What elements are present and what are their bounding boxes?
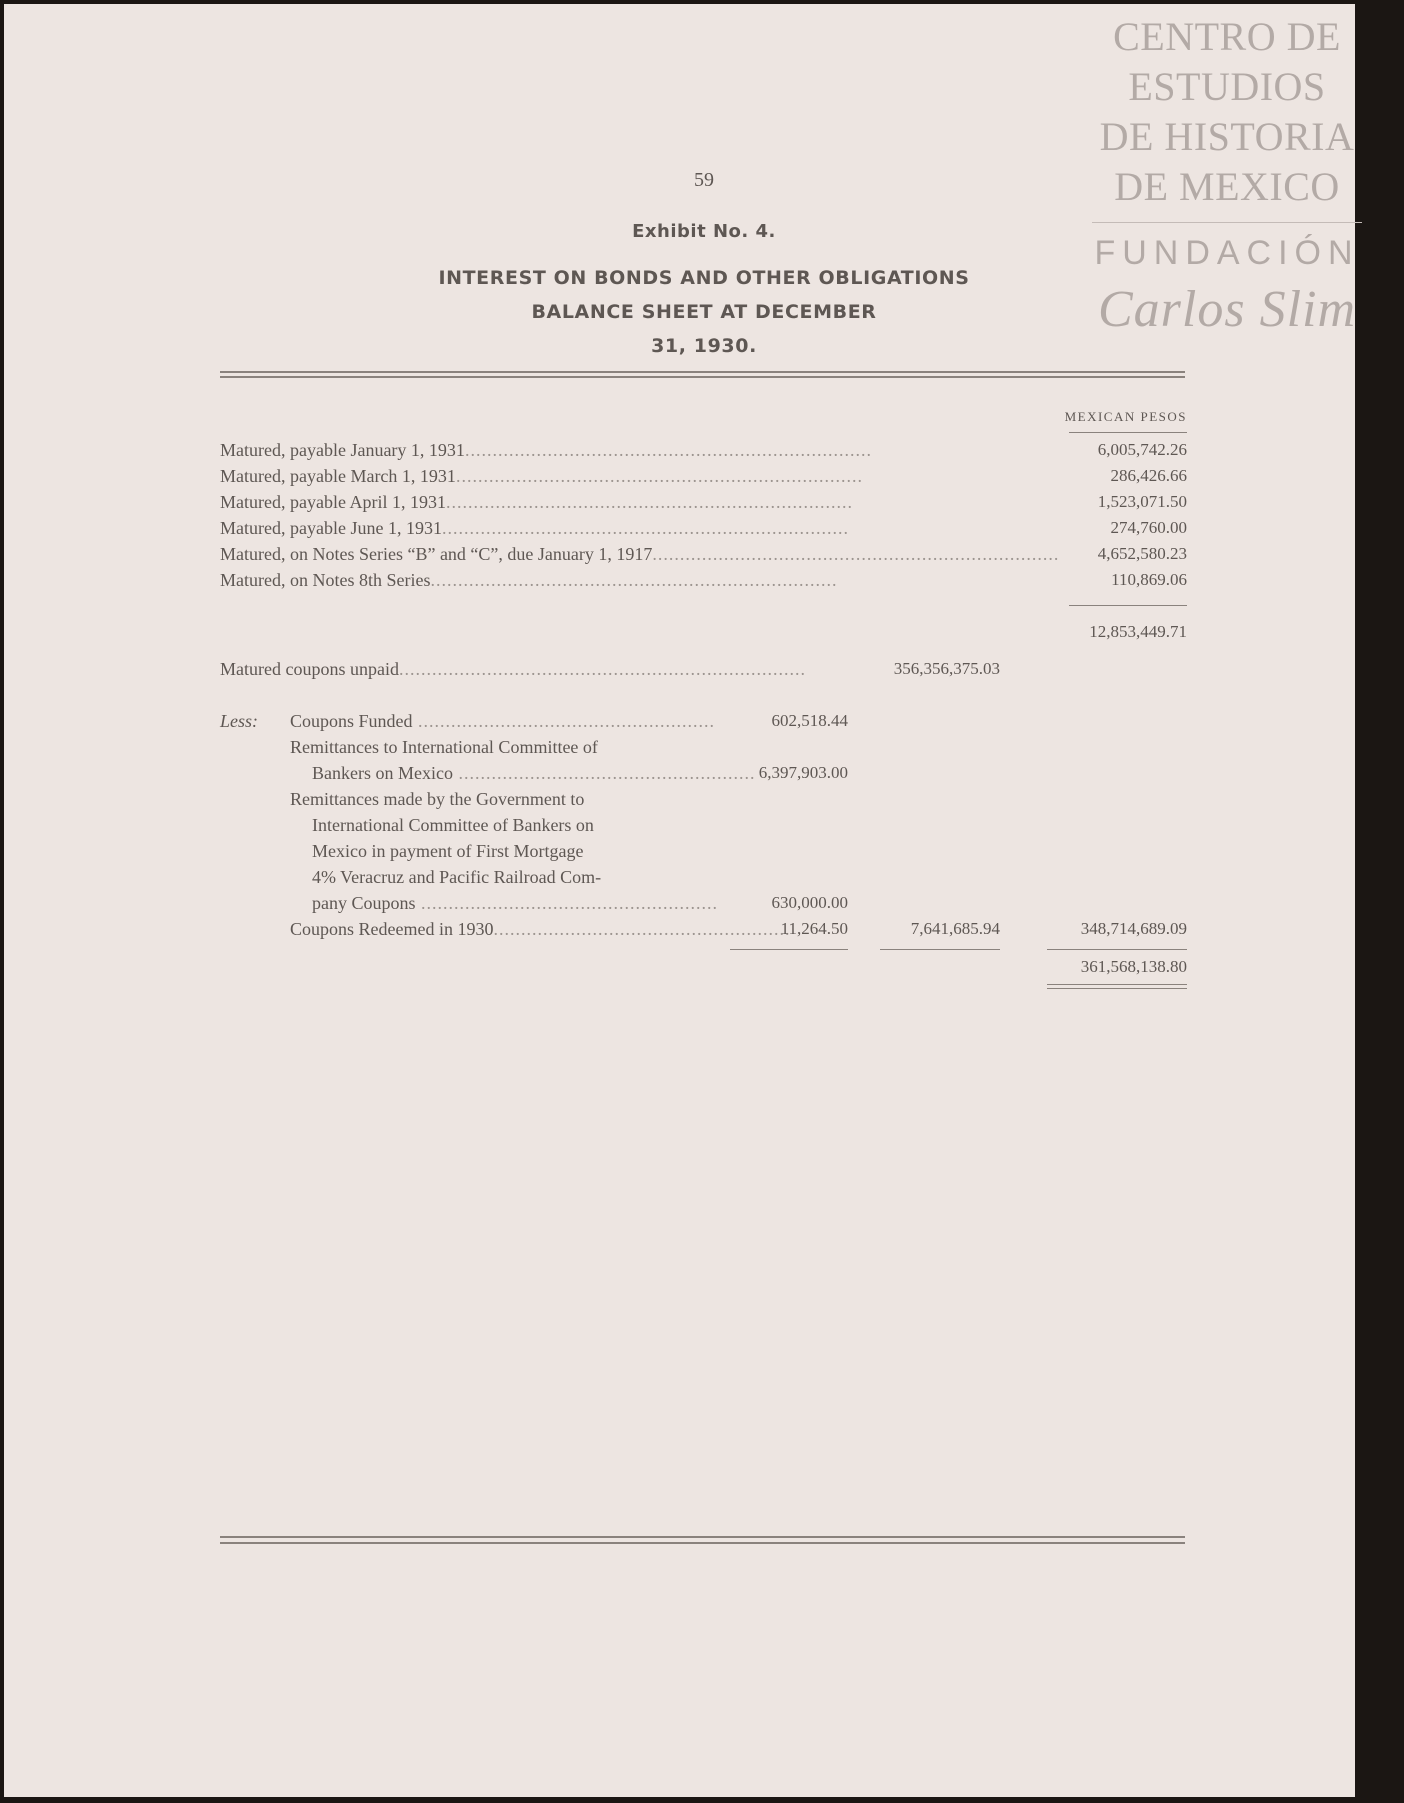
bottom-double-rule-upper (220, 1536, 1185, 1538)
table-row (4, 916, 1355, 942)
table-row (4, 463, 1355, 489)
row-amount: 11,264.50 (780, 919, 848, 938)
net-underline (1047, 949, 1187, 950)
row-amount: 6,005,742.26 (1097, 440, 1187, 459)
row-amount: 286,426.66 (1110, 466, 1187, 485)
less-total: 7,641,685.94 (910, 919, 1000, 938)
less-total-underline (880, 949, 1000, 950)
net-coupons: 348,714,689.09 (1080, 919, 1187, 938)
row-label: Mexico in payment of First Mortgage (312, 841, 584, 861)
subtotal-underline (1069, 605, 1187, 606)
grand-total: 361,568,138.80 (1080, 957, 1187, 976)
table-row (4, 786, 1355, 812)
top-double-rule-lower (220, 376, 1185, 378)
leader-dots: .......................................................................... (455, 466, 863, 486)
row-label: Remittances to International Committee of (290, 737, 598, 757)
bottom-double-rule-lower (220, 1542, 1185, 1544)
row-amount: 110,869.06 (1111, 570, 1187, 589)
table-row (4, 812, 1355, 838)
table-row (4, 838, 1355, 864)
row-label: Matured, payable April 1, 1931 (220, 492, 446, 512)
row-label: Bankers on Mexico (312, 763, 453, 783)
less-label: Less: (220, 711, 259, 731)
less-items-underline (730, 949, 848, 950)
watermark-line: DE HISTORIA (1099, 114, 1355, 159)
table-row (4, 760, 1355, 786)
row-label: Coupons Funded (290, 711, 413, 731)
row-amount: 274,760.00 (1110, 518, 1187, 537)
watermark-line: ESTUDIOS (1128, 64, 1326, 109)
table-row (4, 734, 1355, 760)
row-label: Matured coupons unpaid (220, 659, 399, 679)
title-line-1: INTEREST ON BONDS AND OTHER OBLIGATIONS (438, 267, 970, 289)
row-label: Matured, payable March 1, 1931 (220, 466, 456, 486)
row-amount: 4,652,580.23 (1097, 544, 1187, 563)
row-amount: 1,523,071.50 (1097, 492, 1187, 511)
page-number: 59 (694, 169, 714, 191)
table-row (4, 515, 1355, 541)
watermark-line: CENTRO DE (1113, 14, 1341, 59)
watermark-line: DE MEXICO (1114, 164, 1340, 209)
grand-total-double-underline-lower (1047, 988, 1187, 989)
table-row (4, 437, 1355, 463)
leader-dots: .......................................................................... (430, 570, 838, 590)
column-header: MEXICAN PESOS (1064, 409, 1187, 424)
table-row (4, 656, 1355, 682)
title-line-3: 31, 1930. (651, 335, 757, 357)
page (4, 4, 1360, 1797)
leader-dots: ...................................................... (452, 763, 756, 783)
leader-dots: ...................................................... (493, 919, 791, 939)
top-double-rule-upper (220, 371, 1185, 373)
row-label: pany Coupons (312, 893, 416, 913)
table-row (4, 567, 1355, 593)
row-amount: 630,000.00 (771, 893, 848, 912)
row-label: Remittances made by the Government to (290, 789, 585, 809)
row-amount: 6,397,903.00 (758, 763, 848, 782)
table-row (4, 541, 1355, 567)
table-row (4, 708, 1355, 734)
grand-total-row (4, 954, 1355, 980)
row-label: International Committee of Bankers on (312, 815, 594, 835)
table-row (4, 890, 1355, 916)
leader-dots: ...................................................... (412, 711, 716, 731)
row-amount: 356,356,375.03 (893, 659, 1000, 678)
leader-dots: .......................................................................... (445, 492, 853, 512)
table-row (4, 864, 1355, 890)
title-line-2: BALANCE SHEET AT DECEMBER (531, 301, 877, 323)
leader-dots: .......................................................................... (464, 440, 872, 460)
exhibit-label: Exhibit No. 4. (632, 221, 776, 242)
row-label: 4% Veracruz and Pacific Railroad Com- (312, 867, 602, 887)
row-amount: 602,518.44 (771, 711, 848, 730)
column-header-underline (1069, 432, 1187, 433)
watermark-signature: Carlos Slim (1097, 281, 1357, 338)
leader-dots: .......................................................................... (652, 544, 1060, 564)
row-label: Matured, on Notes Series “B” and “C”, due January 1, 1917 (220, 544, 653, 564)
row-label: Matured, payable June 1, 1931 (220, 518, 442, 538)
watermark-foundation: FUNDACIÓN (1094, 234, 1360, 272)
row-label: Matured, on Notes 8th Series (220, 570, 431, 590)
table-row (4, 489, 1355, 515)
row-label: Matured, payable January 1, 1931 (220, 440, 465, 460)
leader-dots: ...................................................... (415, 893, 718, 913)
row-label: Coupons Redeemed in 1930 (290, 919, 494, 939)
leader-dots: .......................................................................... (398, 659, 806, 679)
grand-total-double-underline-upper (1047, 984, 1187, 985)
matured-total: 12,853,449.71 (1089, 622, 1187, 641)
subtotal-row (4, 619, 1355, 645)
leader-dots: .......................................................................... (441, 518, 849, 538)
